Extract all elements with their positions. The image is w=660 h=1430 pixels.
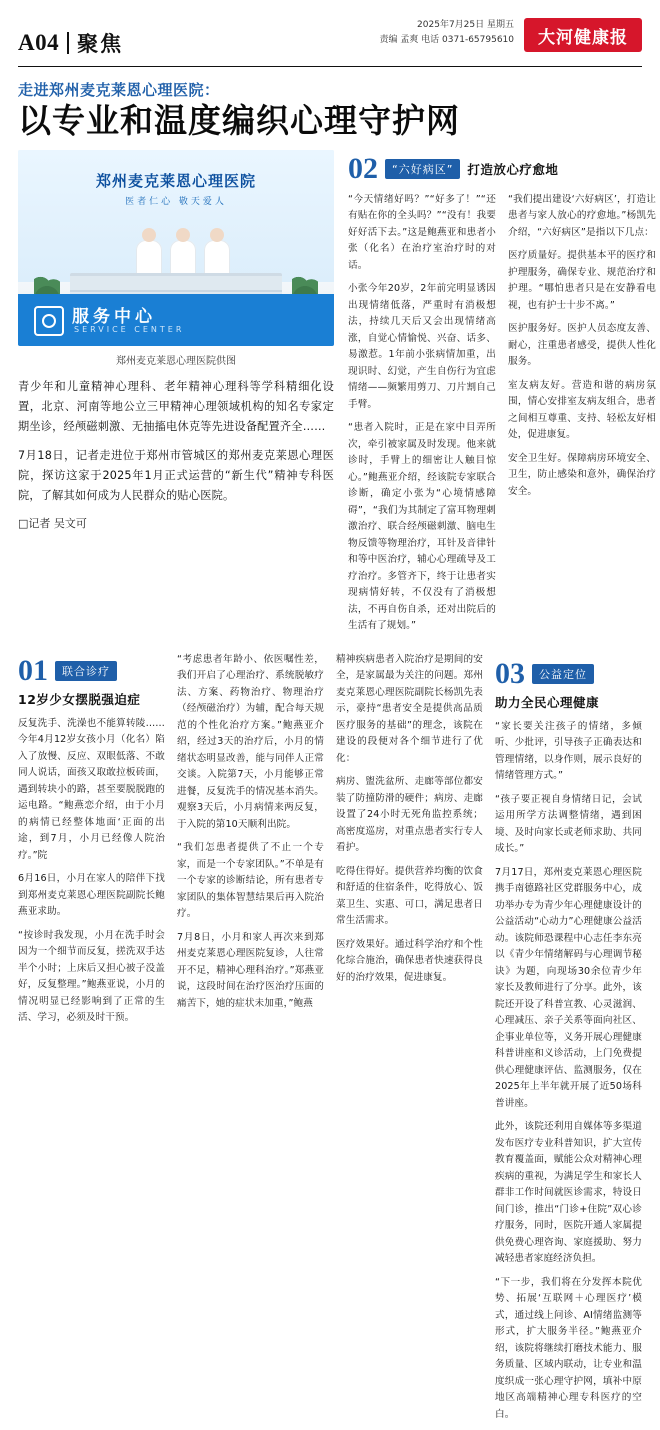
section-02-para-9: 室友病友好。营造和谐的病房氛围，情心安排室友病友组合，患者之间相互尊重、支持、轻松友好相处，促进康复。 (508, 379, 656, 441)
section-03-tag: 公益定位 (532, 664, 594, 684)
section-02-col-c (336, 652, 483, 1430)
section-03-header (495, 656, 642, 690)
section-01-para-2: 6月16日，小月在家人的陪伴下找到郑州麦克莱恩心理医院副院长鲍燕亚求助。 (18, 873, 165, 918)
lead-paragraph-2: 7月18日，记者走进位于郑州市管城区的郑州麦克莱恩心理医院，探访这家于2025年1月正式运营的“新生代”精神专科医院，了解其如何成为人民群众的贴心医院。 (18, 448, 334, 502)
section-02-number: 02 (348, 151, 378, 185)
photo-caption: 郑州麦克莱恩心理医院供图 (116, 355, 236, 367)
page-number: A04 (18, 30, 60, 55)
section-02-para-5: 病房、盥洗盆所、走廊等部位都安装了防撞防滑的硬件；病房、走廊设置了24小时无死角监控系统；高密度巡房，对重点患者实行专人看护。 (336, 776, 483, 854)
publish-date: 2025年7月25日 星期五 (417, 20, 514, 30)
service-center-icon (34, 306, 64, 336)
section-02-para-12: 医疗效果好。通过科学治疗和个性化综合施治，确保患者快速获得良好的治疗效果，促进康复。 (336, 938, 483, 983)
section-01-header (18, 653, 165, 687)
section-02-title: 打造放心疗愈地 (467, 161, 559, 177)
lower-body (18, 652, 642, 1430)
section-01-para-6: 7月8日，小月和家人再次来到郑州麦克莱恩心理医院复诊，人往常开不足，精神心理科治疗。”郑燕亚说，这段时间在治疗医治疗压面的痛苦下，她的症状未加重，”鲍燕 (177, 931, 324, 1009)
section-01-number: 01 (18, 653, 48, 687)
section-02-para-7: 医疗质量好。提供基本平的医疗和护理服务，确保专业、规范治疗和护理。“哪怕患者只是在安静看电视，也有护士十步不离。” (508, 250, 656, 311)
section-02-columns (348, 192, 656, 642)
section-02-para-1: “今天情绪好吗？”“好多了！”“还有贴在你的全头吗？”“没有！我要好好活下去。”这是鲍燕亚和患者小张（化名）在治疗室治疗时的对话。 (348, 193, 496, 271)
section-01-title: 12岁少女摆脱强迫症 (18, 691, 141, 707)
masthead-left (18, 14, 123, 58)
section-01-col-a (18, 652, 165, 1430)
photo-wall-title: 郑州麦克莱恩心理医院 (95, 171, 256, 190)
hospital-photo (18, 150, 334, 346)
photo-service-band (18, 294, 334, 346)
masthead-divider (67, 32, 69, 54)
lead-paragraph-1: 青少年和儿童精神心理科、老年精神心理科等学科精细化设置，北京、河南等地公立三甲精神心理领域机构的知名专家定期坐诊，经颅磁刺激、无抽搐电休克等先进设备配置齐全…… (18, 379, 334, 433)
section-02-tag: “六好病区” (385, 159, 460, 179)
section-02-para-2: 小张今年20岁，2年前完明显诱因出现情绪低落，严重时有消极想法，持续几天后又会出现情绪高涨，自觉心情愉悦、兴奋、话多、易激惹。1年前小张病情加重，出现识时、幻觉，产生自伤行为宜虑情绪——频繁用剪刀、刀片割自己手臂。 (348, 283, 496, 410)
section-01-col-b (177, 652, 324, 1430)
section-03-para-5: “下一步，我们将在分发挥本院优势、拓展‘互联网＋心理医疗’模式，通过线上问诊、AI情绪监测等形式，扩大服务半径。”鲍燕亚介绍，该院将继续打磨技术能力、服务质量、区域内联动，让专业和温度织成一张心理守护网，填补中原地区高端精神心理专科医疗的空白。 (495, 1276, 642, 1420)
section-01-para-5: “我们怎患者提供了不止一个专家，而是一个专家团队。”不单是有一个专家的诊断结论，所有患者专家团队的集体智慧结果后再入院治疗。 (177, 842, 324, 920)
newspaper-logo: 大河健康报 (524, 18, 642, 52)
section-03-para-4: 此外，该院还利用自媒体等多渠道发布医疗专业科普知识，扩大宣传教育覆盖面，赋能公众对精神心理疾病的重视，为满足学生和家长人群非工作时间就医诊需求，特设日间门诊，推出“门诊+住院”双心诊疗服务，同时，医院开通人家属提供免费心理咨询、家庭援助、努力减轻患者家庭经济负担。 (495, 1121, 642, 1265)
section-03-number: 03 (495, 656, 525, 690)
section-01-para-4: “考虑患者年龄小、依医嘱性差，我们开启了心理治疗、系统脱敏疗法、方案、药物治疗、物理治疗（经颅磁治疗）为辅，配合每天规范的个性化治疗方案。”鲍燕亚介绍，经过3天的治疗后，小月的情绪状态明显改善，能与同伴人正常交谈。入院第7天，小月能够正常进餐，反复洗手的情况基本消失。观察3天后，小月病情来两反复，于入院的第10天顺利出院。 (177, 653, 324, 830)
section-03-title: 助力全民心理健康 (495, 694, 600, 710)
section-01-tag: 联合诊疗 (55, 661, 117, 681)
section-02-col-b (508, 192, 656, 642)
editor-contact: 责编 孟爽 电话 0371-65795610 (379, 35, 514, 46)
section-03-para-3: 7月17日，郑州麦克莱恩心理医院携手南德路社区党群服务中心，成功举办专为青少年心理健康设计的公益活动“心动力”心理健康公益活动。该院师恐课程中心志任李东亮以《青少年情绪解码与心理调节秘诀》为题，向现场30余位青少年家长及教师进行了分享。此外，该院还开设了科普宣教、心灵滋润、心理减压、亲子关系等面向社区、企事业单位等，义务开展心理健康科普讲座和义诊活动，上门免费提供心理健康评估、监测服务，仅在2025年上半年就开展了近50场科普讲座。 (495, 866, 642, 1109)
upper-left-column (18, 150, 334, 642)
section-02-para-4: 精神疾病患者入院治疗是期间的安全，是家属最为关注的问题。郑州麦克莱恩心理医院副院长杨凯先表示，豪持“患者安全是提供高品质医疗服务的基础”的理念，该院在建设的段便对各个细节进行了优化： (336, 653, 483, 764)
masthead-meta (379, 18, 514, 49)
section-03-para-2: “孩子要正视自身情绪日记，会试运用所学方法调整情绪，遇到困境、及时向家长或老师求助、共同成长。” (495, 793, 642, 855)
section-02-para-11: 吃得住得好。提供营养均衡的饮食和舒适的住宿条件，吃得放心、饭菜卫生、实惠、可口，满足患者日常生活需求。 (336, 865, 483, 927)
section-02-header (348, 151, 656, 185)
photo-wall-slogan: 医者仁心 敬天爱人 (125, 196, 227, 207)
section-02-column (348, 150, 656, 642)
section-03-col (495, 652, 642, 1430)
article-kicker: 走进郑州麦克莱恩心理医院： (18, 81, 220, 99)
article-headline: 以专业和温度编织心理守护网 (18, 101, 460, 140)
article-byline: □记者 吴文可 (18, 516, 87, 530)
photo-band-title: 服务中心 (72, 306, 156, 327)
section-02-col-a (348, 192, 496, 642)
photo-band-subtitle: SERVICE CENTER (74, 324, 185, 334)
masthead-right (379, 14, 642, 52)
masthead-rule (18, 66, 642, 67)
masthead (18, 14, 642, 58)
section-02-para-3: “患者入院时，正是在家中目弄所次，牵引被家属及时发现。他来就诊时，手臂上的细密让人触目惊心。”鲍燕亚介绍，经该院专家联合诊断，确定小张为“心境情感障碍”，“我们为其制定了富耳物理刺激治疗、联合经颅磁刺激、脑电生物反馈等物理治疗，耳针及音律针和等中医治疗，辅心心理疏导及工疗治疗。多管齐下，终于让患者实现病情好转，不仅没有了消极想法，不再自伤自杀，还对出院后的生活有了规划。” (348, 422, 496, 632)
section-02-para-8: 医护服务好。医护人员态度友善、耐心，注重患者感受，提供人性化服务。 (508, 323, 656, 368)
section-03-para-1: “家长要关注孩子的情绪，多倾听、少批评，引导孩子正确表达和管理情绪，以身作则，展示良好的情绪管理方式。” (495, 720, 642, 782)
section-01-para-1: 反复洗手、洗澡也不能算转陵……今年4月12岁女孩小月（化名）陷入了放慢、反应、双眼低落、不敢同人说话，面孩又取敢拉板砖面，遇到转块小的路，甚至要脱脱跑的运电路。“鲍燕恋介绍，由于小月的病情已经整体地面‘正面的出途，到7月，小月已经像人院治疗。”院 (18, 717, 165, 861)
section-01-para-3: “按诊时我发现，小月在洗手时会因为一个细节而反复，搓洗双手达半个小时；上床后又担心被子没盖好，反复整理。”鲍燕亚说，小月的情况明显已经影响到了正常的生活、学习，必须及时干预。 (18, 929, 165, 1024)
section-02-para-6: “我们提出建设‘六好病区’，打造让患者与家人放心的疗愈地。”杨凯先介绍，“六好病区”是指以下几点： (508, 193, 656, 238)
section-02-para-10: 安全卫生好。保障病房环境安全、卫生，防止感染和意外，确保治疗安全。 (508, 452, 656, 497)
section-name: 聚焦 (77, 32, 124, 56)
upper-body (18, 150, 656, 642)
